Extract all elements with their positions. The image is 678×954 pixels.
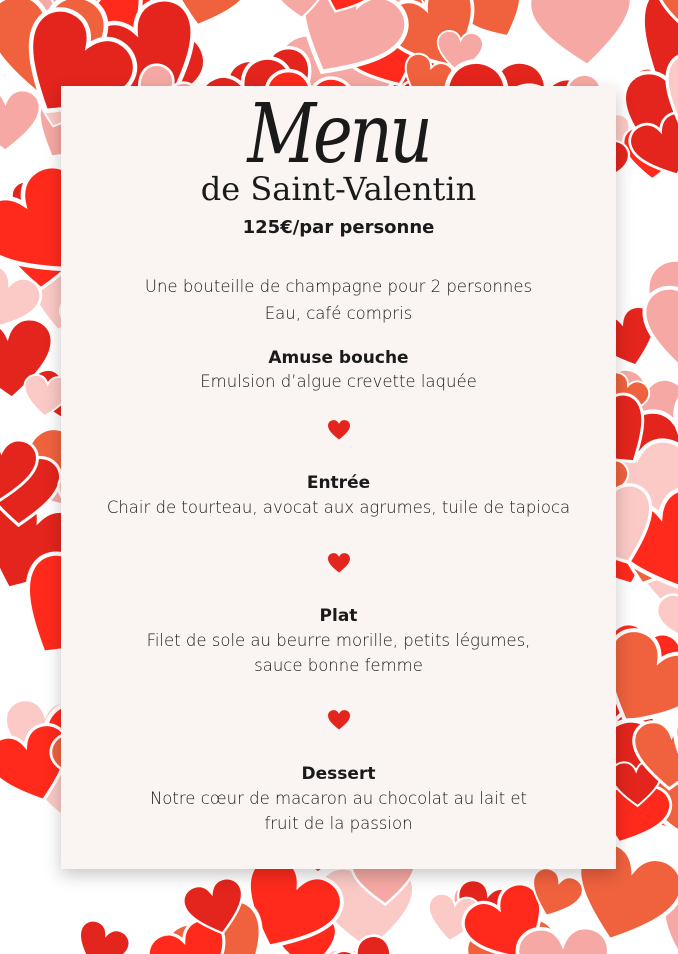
background-heart-icon [0, 90, 40, 152]
course-text-amuse-bouche: Emulsion d’algue crevette laquée [200, 372, 477, 391]
heart-icon [328, 710, 350, 730]
course-heading-plat: Plat [319, 606, 358, 626]
intro-line-2: Eau, café compris [264, 304, 413, 323]
course-text-plat-1: Filet de sole au beurre morille, petits légumes, [146, 631, 531, 650]
intro-line-1: Une bouteille de champagne pour 2 personnes [144, 277, 533, 296]
course-text-entree: Chair de tourteau, avocat aux agrumes, tuile de tapioca [106, 498, 571, 517]
course-heading-entree: Entrée [306, 473, 371, 493]
heart-icon [328, 553, 350, 573]
menu-subtitle: de Saint-Valentin [200, 170, 477, 208]
background-heart-icon [527, 0, 639, 72]
course-heading-amuse-bouche: Amuse bouche [268, 348, 409, 368]
price: 125€/par personne [242, 217, 435, 238]
menu-card [61, 86, 616, 869]
menu-title: Menu [247, 87, 430, 182]
course-heading-dessert: Dessert [301, 764, 376, 784]
course-text-plat-2: sauce bonne femme [254, 656, 423, 675]
background-heart-icon [517, 927, 610, 954]
course-text-dessert-1: Notre cœur de macaron au chocolat au lait et [149, 789, 528, 808]
course-text-dessert-2: fruit de la passion [264, 814, 413, 833]
heart-icon [328, 420, 350, 440]
background-heart-icon [69, 917, 134, 954]
